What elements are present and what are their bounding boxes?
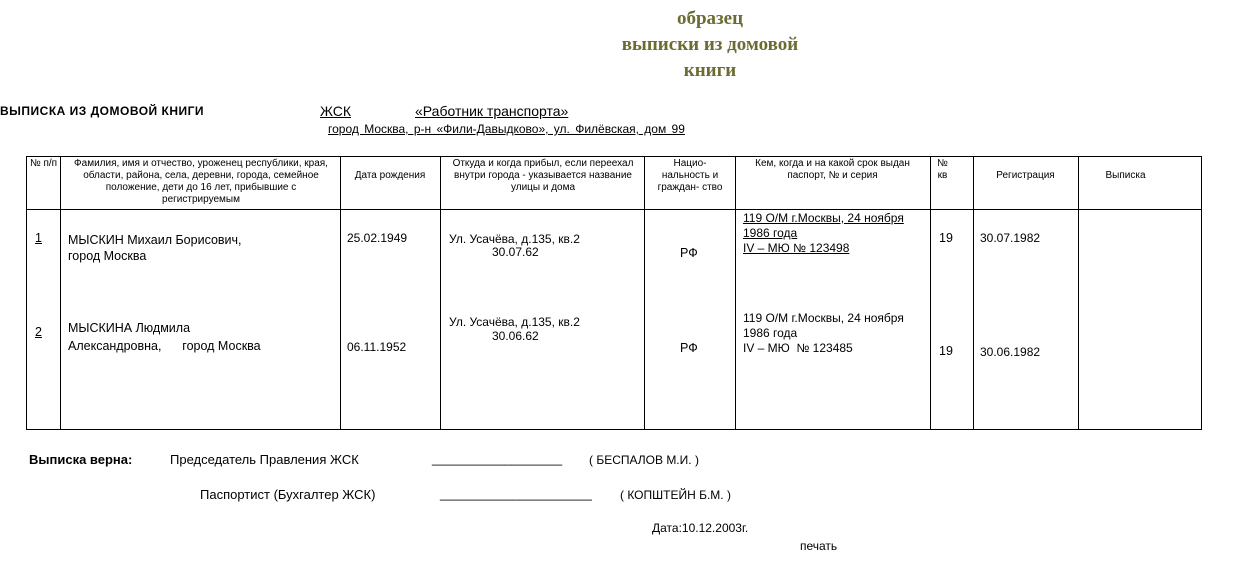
chair-label: Председатель Правления ЖСК: [170, 452, 359, 467]
column-divider: [440, 156, 441, 430]
col-citizenship: Нацио- нальность и граждан- ство: [657, 158, 723, 193]
row-name: МЫСКИНА Людмила: [68, 321, 191, 335]
row-name-place: город Москва: [68, 249, 147, 263]
row-passport: 1986 года: [743, 326, 798, 340]
row-name-place: Александровна, город Москва: [68, 339, 261, 353]
col-discharge: Выписка: [1105, 170, 1146, 181]
row-passport: 119 О/М г.Москвы, 24 ноября: [743, 311, 904, 325]
row-passport: IV – МЮ № 123485: [743, 341, 853, 355]
row-citizenship: РФ: [680, 246, 698, 260]
row-from-date: 30.07.62: [492, 245, 539, 259]
chair-signature-line: __________________: [432, 451, 563, 466]
title-line: образец: [676, 8, 744, 29]
row-citizenship: РФ: [680, 341, 698, 355]
row-apartment: 19: [939, 231, 953, 245]
org-prefix: ЖСК: [320, 103, 352, 119]
row-from: Ул. Усачёва, д.135, кв.2: [449, 315, 580, 329]
chair-name: ( БЕСПАЛОВ М.И. ): [589, 453, 699, 467]
row-name: МЫСКИН Михаил Борисович,: [68, 233, 242, 247]
clerk-label: Паспортист (Бухгалтер ЖСК): [200, 487, 376, 502]
col-birth: Дата рождения: [354, 170, 426, 181]
column-divider: [973, 156, 974, 430]
row-birth: 25.02.1949: [347, 231, 408, 245]
row-passport: 1986 года: [743, 226, 798, 240]
col-number: № п/п: [29, 158, 58, 169]
org-name: «Работник транспорта»: [415, 103, 569, 119]
row-number: 1: [35, 231, 42, 245]
row-passport: IV – МЮ № 123498: [743, 241, 850, 255]
col-registration: Регистрация: [996, 170, 1055, 181]
col-apartment: № кв: [937, 158, 948, 181]
row-from: Ул. Усачёва, д.135, кв.2: [449, 232, 580, 246]
column-divider: [735, 156, 736, 430]
row-apartment: 19: [939, 344, 953, 358]
clerk-name: ( КОПШТЕЙН Б.М. ): [620, 488, 731, 502]
date: Дата:10.12.2003г.: [652, 521, 749, 535]
row-passport: 119 О/М г.Москвы, 24 ноября: [743, 211, 904, 225]
column-divider: [930, 156, 931, 430]
org-address: город Москва, р-н «Фили-Давыдково», ул. Филёвская, дом 99: [328, 122, 685, 136]
title-line: книги: [683, 60, 737, 81]
column-divider: [60, 156, 61, 430]
col-name: Фамилия, имя и отчество, уроженец республики, края, области, района, села, деревни, города, семейное положение, дети до 16 лет, прибывшие с регистрируемым: [74, 158, 328, 205]
row-registration: 30.06.1982: [980, 345, 1041, 359]
row-number: 2: [35, 325, 42, 339]
clerk-signature-line: _____________________: [440, 486, 592, 501]
row-from-date: 30.06.62: [492, 329, 539, 343]
document-heading: ВЫПИСКА ИЗ ДОМОВОЙ КНИГИ: [0, 104, 205, 118]
col-from: Откуда и когда прибыл, если переехал внутри города - указывается название улицы и дома: [452, 158, 634, 193]
column-divider: [340, 156, 341, 430]
header-divider: [26, 209, 1202, 210]
title-line: выписки из домовой: [621, 34, 799, 55]
stamp-label: печать: [800, 539, 838, 553]
column-divider: [644, 156, 645, 430]
column-divider: [1078, 156, 1079, 430]
row-birth: 06.11.1952: [347, 340, 407, 354]
verified-label: Выписка верна:: [29, 452, 133, 467]
col-passport: Кем, когда и на какой срок выдан паспорт, № и серия: [755, 158, 910, 181]
sample-title: [560, 6, 860, 84]
row-registration: 30.07.1982: [980, 231, 1041, 245]
